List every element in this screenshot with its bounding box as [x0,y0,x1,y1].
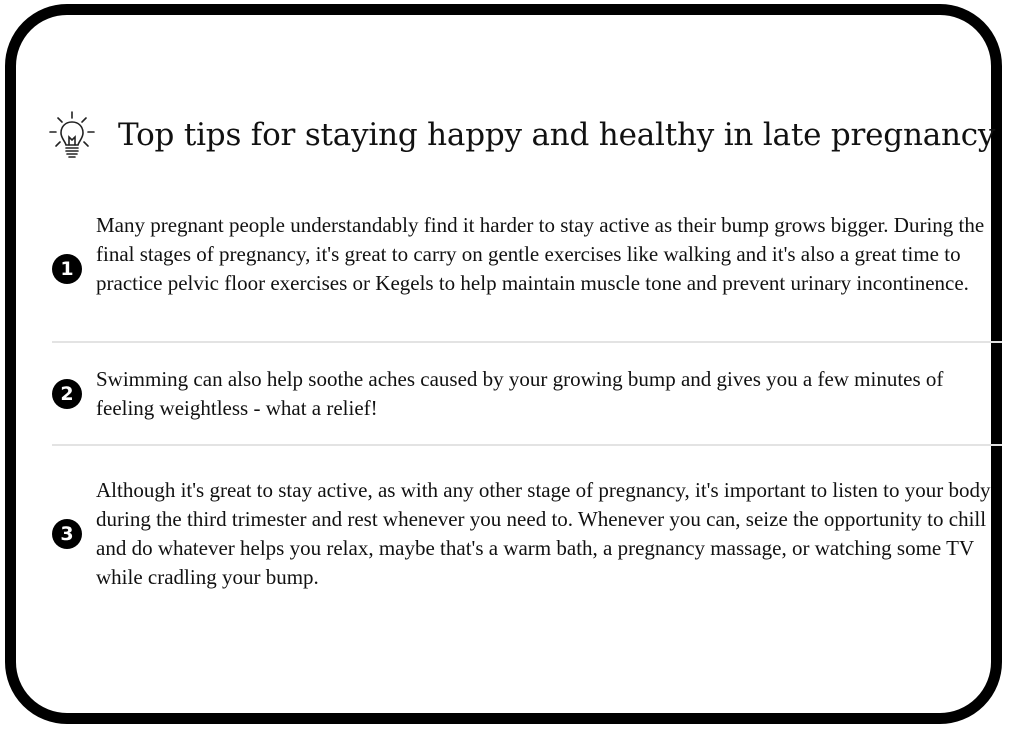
tip-number-badge: 2 [52,379,82,409]
divider [52,444,1002,446]
tip-text: Many pregnant people understandably find it harder to stay active as their bump grows bigger. During the final stages of pregnancy, it's great to carry on gentle exercises like walking and it's also a great time to practice pelvic floor exercises or Kegels to help maintain muscle tone and prevent urinary incontinence. [96,213,985,295]
tip-item [52,474,1002,596]
page-title: Top tips for staying happy and healthy in late pregnancy [118,117,996,153]
tip-number-badge: 1 [52,254,82,284]
divider [52,341,1002,343]
tip-text: Although it's great to stay active, as with any other stage of pregnancy, it's important to listen to your body during the third trimester and rest whenever you need to. Whenever you can, seize the opportunity to chill and do whatever helps you relax, maybe that's a warm bath, a pregnancy massage, or watching some TV while cradling your bump. [96,478,991,589]
lightbulb-icon [48,110,96,160]
tips-heading [48,110,995,160]
tip-number-badge: 3 [52,519,82,549]
tip-item [52,208,1002,330]
tip-item [52,362,1002,428]
tip-text: Swimming can also help soothe aches caused by your growing bump and gives you a few minutes of feeling weightless - what a relief! [96,367,944,420]
